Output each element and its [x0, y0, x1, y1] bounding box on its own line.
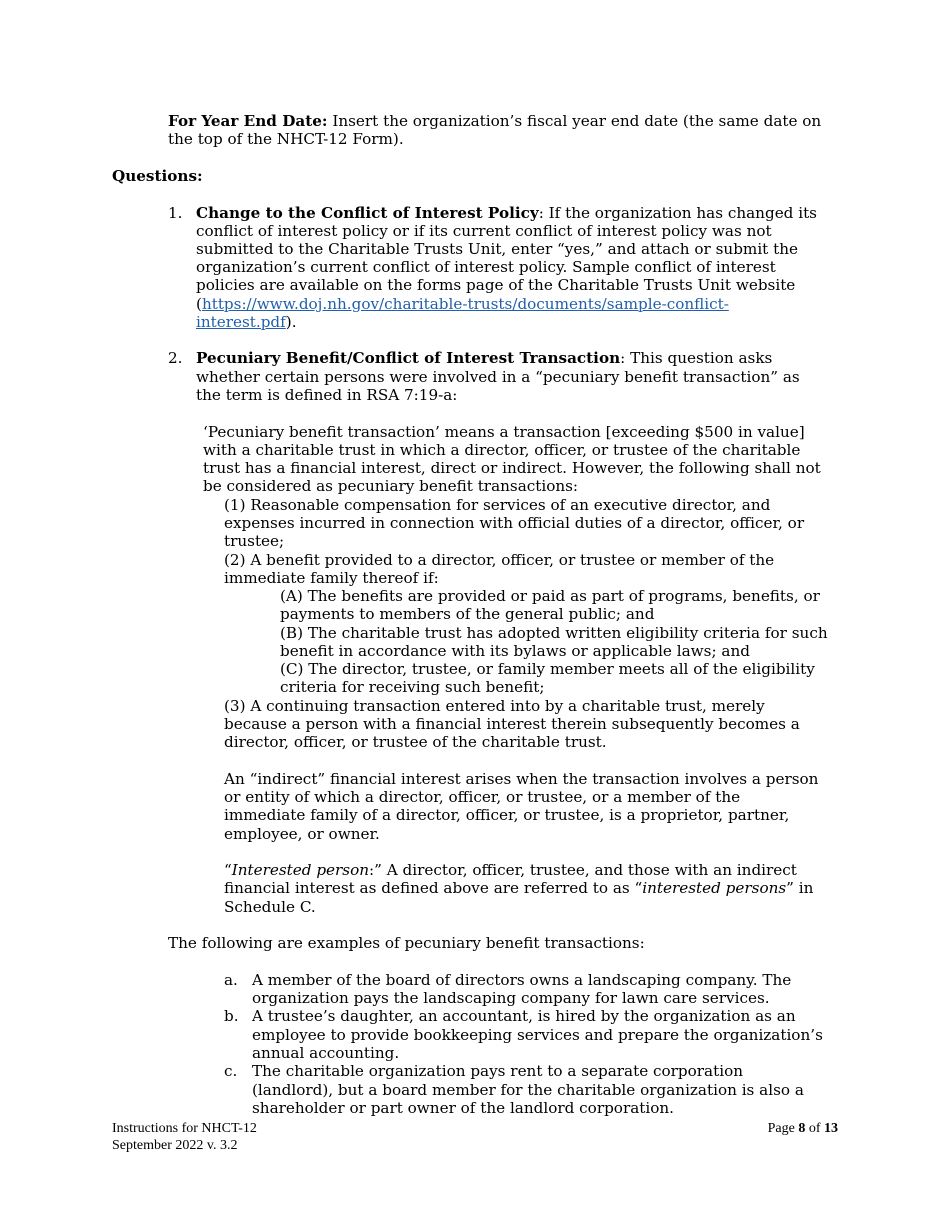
footer-doc-title: Instructions for NHCT-12 — [112, 1121, 257, 1136]
indirect-line3: immediate family of a director, officer, or trustee, is a proprietor, partner, — [224, 806, 790, 824]
total-pages: 13 — [824, 1121, 838, 1136]
q1-line6: (https://www.doj.nh.gov/charitable-trusts/documents/sample-conflict- — [196, 295, 729, 313]
interested-line2: financial interest as defined above are referred to as “interested persons” in — [224, 879, 814, 897]
example-c-line3: shareholder or part owner of the landlord corporation. — [252, 1099, 674, 1117]
quote-subC-line1: (C) The director, trustee, or family member meets all of the eligibility — [280, 660, 815, 678]
year-end-paragraph-line1: For Year End Date: Insert the organization’s fiscal year end date (the same date on — [168, 112, 822, 130]
current-page: 8 — [798, 1121, 806, 1136]
quote-item1-line3: trustee; — [224, 532, 285, 550]
quote-line3: trust has a financial interest, direct or indirect. However, the following shall not — [203, 459, 821, 477]
year-end-paragraph-line2: the top of the NHCT-12 Form). — [168, 130, 404, 148]
footer-page-number: Page 8 of 13 — [767, 1121, 838, 1136]
q2-title: Pecuniary Benefit/Conflict of Interest Transaction — [196, 349, 621, 367]
sample-policy-link[interactable]: https://www.doj.nh.gov/charitable-trusts/documents/sample-conflict- — [201, 295, 729, 313]
questions-heading: Questions: — [112, 167, 203, 185]
example-a-line2: organization pays the landscaping company for lawn care services. — [252, 989, 770, 1007]
example-c-line2: (landlord), but a board member for the charitable organization is also a — [252, 1081, 804, 1099]
year-end-label: For Year End Date: — [168, 112, 328, 130]
quote-line2: with a charitable trust in which a director, officer, or trustee of the charitable — [203, 441, 801, 459]
example-b-line3: annual accounting. — [252, 1044, 400, 1062]
quote-subA-line1: (A) The benefits are provided or paid as part of programs, benefits, or — [280, 587, 820, 605]
quote-subA-line2: payments to members of the general public; and — [280, 605, 655, 623]
q2-line3: the term is defined in RSA 7:19-a: — [196, 386, 458, 404]
quote-item2-line2: immediate family thereof if: — [224, 569, 439, 587]
indirect-line4: employee, or owner. — [224, 825, 380, 843]
quote-line4: be considered as pecuniary benefit transactions: — [203, 477, 579, 495]
indirect-line1: An “indirect” financial interest arises when the transaction involves a person — [224, 770, 819, 788]
footer-version: September 2022 v. 3.2 — [112, 1138, 238, 1153]
interested-person-term: Interested person — [231, 861, 370, 879]
quote-subB-line1: (B) The charitable trust has adopted written eligibility criteria for such — [280, 624, 828, 642]
q2-line2: whether certain persons were involved in a “pecuniary benefit transaction” as — [196, 368, 800, 386]
q1-line7: interest.pdf). — [196, 313, 297, 331]
q1-line5: policies are available on the forms page of the Charitable Trusts Unit website — [196, 276, 796, 294]
examples-intro: The following are examples of pecuniary benefit transactions: — [168, 934, 645, 952]
q2-number: 2. — [168, 349, 183, 367]
q2-line1: Pecuniary Benefit/Conflict of Interest Transaction: This question asks — [196, 349, 773, 367]
q1-line4: organization’s current conflict of interest policy. Sample conflict of interest — [196, 258, 776, 276]
example-a-line1: A member of the board of directors owns a landscaping company. The — [252, 971, 792, 989]
example-b-line1: A trustee’s daughter, an accountant, is hired by the organization as an — [252, 1007, 796, 1025]
q1-title: Change to the Conflict of Interest Policy — [196, 204, 539, 222]
q1-line3: submitted to the Charitable Trusts Unit, enter “yes,” and attach or submit the — [196, 240, 798, 258]
example-b-marker: b. — [224, 1007, 239, 1025]
q1-line2: conflict of interest policy or if its current conflict of interest policy was not — [196, 222, 772, 240]
quote-subC-line2: criteria for receiving such benefit; — [280, 678, 545, 696]
interested-persons-term: interested persons — [642, 879, 787, 897]
quote-item3-line1: (3) A continuing transaction entered into by a charitable trust, merely — [224, 697, 765, 715]
interested-line3: Schedule C. — [224, 898, 316, 916]
indirect-line2: or entity of which a director, officer, or trustee, or a member of the — [224, 788, 741, 806]
quote-subB-line2: benefit in accordance with its bylaws or applicable laws; and — [280, 642, 750, 660]
quote-item2-line1: (2) A benefit provided to a director, officer, or trustee or member of the — [224, 551, 775, 569]
example-a-marker: a. — [224, 971, 238, 989]
interested-line1: “Interested person:” A director, officer, trustee, and those with an indirect — [224, 861, 797, 879]
quote-item1-line1: (1) Reasonable compensation for services of an executive director, and — [224, 496, 771, 514]
example-b-line2: employee to provide bookkeeping services and prepare the organization’s — [252, 1026, 823, 1044]
q1-line1: Change to the Conflict of Interest Policy: If the organization has changed its — [196, 204, 817, 222]
quote-item3-line3: director, officer, or trustee of the charitable trust. — [224, 733, 607, 751]
q1-number: 1. — [168, 204, 183, 222]
quote-item1-line2: expenses incurred in connection with official duties of a director, officer, or — [224, 514, 805, 532]
quote-line1: ‘Pecuniary benefit transaction’ means a transaction [exceeding $500 in value] — [203, 423, 805, 441]
sample-policy-link-continued[interactable]: interest.pdf — [196, 313, 286, 331]
example-c-marker: c. — [224, 1062, 238, 1080]
example-c-line1: The charitable organization pays rent to a separate corporation — [252, 1062, 743, 1080]
quote-item3-line2: because a person with a financial interest therein subsequently becomes a — [224, 715, 800, 733]
